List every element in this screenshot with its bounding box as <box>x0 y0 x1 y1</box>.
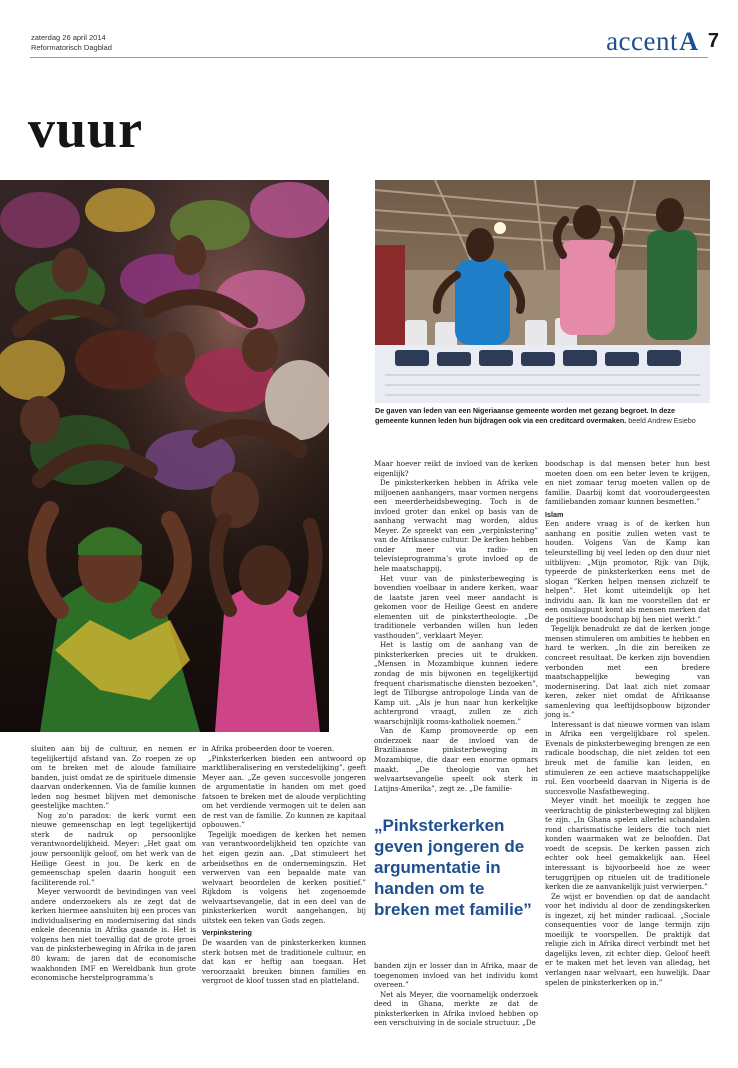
paragraph: Net als Meyer, die voornamelijk onderzoek deed in Ghana, merkte ze dat de pinksterkerken in Afrika invloed hebben op een verschuiving in de sociale structuur. „De <box>374 989 538 1028</box>
paragraph: De pinksterkerken hebben in Afrika vele miljoenen aanhangers, maar vormen nergens een meerderheidsbeweging. Toch is de invloed groter dan enkel op basis van de aanhang verwacht mag worden, aldus Meyer. Ze spreekt van een „verpinkstering” van de Afrikaanse cultuur. De kerken hebben onder meer via radio- en televisieprogramma’s grote invloed op de hele maatschappij. <box>374 478 538 574</box>
photo-credit: beeld Andrew Esiebo <box>628 416 696 425</box>
article-column-2 <box>202 744 366 986</box>
worship-photo-left <box>0 180 329 732</box>
paragraph: boodschap is dat mensen beter hun best moeten doen om een beter leven te krijgen, en niet zomaar terug moeten vallen op de familie. Daarbij komt dat vooroudergeesten familiebanden zomaar kunnen besmetten.” <box>545 459 710 507</box>
paragraph: Ze wijst er bovendien op dat de aandacht voor het individu al door de zendingskerken is ingezet, zij het minder radicaal. „Sociale consequenties voor de lange termijn zijn moeilijk te voorspellen. De praktijk dat religie zich in Afrika direct verbindt met het dagelijks leven, zit echter diep. Geloof heeft er te maken met het leven van alledag, het verlangen naar welvaart, een huwelijk. Daar spelen de pinksterkerken op in.” <box>545 891 710 987</box>
paragraph: sluiten aan bij de cultuur, en nemen er tegelijkertijd afstand van. Zo roepen ze op om te breken met de aloude familiaire banden, juist omdat ze de spirituele dimensie daarvan onderkennen. Via de familie kunnen leden nog besmet blijven met demonische geestelijke machten.” <box>31 744 196 811</box>
section-letter: A <box>679 27 698 56</box>
article-column-4 <box>545 459 710 987</box>
caption-text: De gaven van leden van een Nigeriaanse gemeente worden met gezang begroet. In deze gemeente kunnen leden hun bijdragen ook via een creditcard overmaken. <box>375 406 675 425</box>
newspaper-name: Reformatorisch Dagblad <box>31 43 112 52</box>
paragraph: Meyer verwoordt de bevindingen van veel andere onderzoekers als ze zegt dat de kerken hiermee aansluiten bij een proces van individualisering en modernisering dat sinds enkele decennia in Afrika gaande is. Het is volgens hen niet toevallig dat de grote groei van de pinksterbeweging in Afrika in de jaren 80 kwam: de jaren dat de economische waakhonden IMF en Wereldbank hun grote economische herstelprogramma’s <box>31 887 196 983</box>
worship-crowd-illustration <box>0 180 329 732</box>
subheading: Islam <box>545 509 564 519</box>
header-divider <box>30 57 708 58</box>
paragraph: „Pinksterkerken bieden een antwoord op marktliberalisering en verstedelijking”, geeft Meyer aan. „Ze geven succesvolle jongeren de argumentatie in handen om met goed fatsoen te breken met de aloude verplichting om het verdiende vermogen uit te delen aan de rest van de familie. Zo kunnen ze kapitaal opbouwen.” <box>202 753 366 830</box>
pull-quote: „Pinksterkerken geven jongeren de argumentatie in handen om te breken met familie” <box>374 816 532 919</box>
paragraph: Van de Kamp promoveerde op een onderzoek naar de invloed van de Braziliaanse pinksterbeweging in Mozambique, die daar een enorme opmars maakt. „De theologie van het welvaartsevangelie speelt ook sterk in Latijns-Amerika”, zegt ze. „De familie- <box>374 726 538 793</box>
masthead-date-block <box>31 33 112 53</box>
paragraph: Een andere vraag is of de kerken hun aanhang en positie zullen weten vast te houden. Volgens Van de Kamp kan teleurstelling bij veel leden op den duur niet uitblijven: „Mijn promotor, Rijk van Dijk, typeerde de pinksterkerken eens met de slogan ”Kerken helpen mensen zichzelf te helpen”. Het komt uiteindelijk op het individu aan. Ik kan me voorstellen dat er een omslagpunt komt als mensen merken dat de positieve boodschap bij hen niet werkt.” <box>545 519 710 624</box>
section-name: accent <box>606 26 678 56</box>
subheading: Verpinkstering <box>202 928 252 938</box>
article-column-1 <box>31 744 196 983</box>
church-singing-illustration <box>375 180 710 403</box>
paragraph: Interessant is dat nieuwe vormen van islam in Afrika een vergelijkbare rol spelen. Evenals de pinksterbeweging brengen ze een radicale boodschap, die niet zelden tot een breuk met de familie kan leiden, en stimuleren ze een actieve maatschappelijke rol. Een voorbeeld daarvan in Nigeria is de succesvolle Nasfatbeweging. <box>545 719 710 796</box>
article-headline: vuur <box>28 99 144 159</box>
paragraph: Maar hoever reikt de invloed van de kerken eigenlijk? <box>374 459 538 478</box>
paragraph: Tegelijk benadrukt ze dat de kerken jonge mensen stimuleren om ambities te hebben en hard te werken. „In die zin bereiken ze concreet resultaat. De kerken zijn bovendien verbonden met een bredere maatschappelijke beweging van modernisering. Dat laat zich niet zomaar keren, zeker niet omdat de Afrikaanse samenleving qua leeftijdsopbouw bijzonder jong is.” <box>545 624 710 720</box>
worship-photo-right <box>375 180 710 403</box>
paragraph: Het vuur van de pinksterbeweging is bovendien voelbaar in andere kerken, waar de laatste jaren veel meer aandacht is gekomen voor de Heilige Geest en andere elementen uit de pinkstertheologie. „De traditionele verbanden willen hun leden vasthouden”, verklaart Meyer. <box>374 573 538 640</box>
article-column-3 <box>374 459 538 793</box>
paragraph: in Afrika probeerden door te voeren. <box>202 744 335 753</box>
page-number: 7 <box>707 30 719 52</box>
paragraph: banden zijn er losser dan in Afrika, maar de toegenomen invloed van het individu komt overeen.” <box>374 961 538 990</box>
paragraph: Nog zo’n paradox: de kerk vormt een nieuwe gemeenschap en legt tegelijkertijd sterk de nadruk op persoonlijke verantwoordelijkheid. Meyer: „Het gaat om jouw persoonlijk geloof, om het werk van de Heilige Geest in jou. De kerk en de gemeenschap spelen daarin hooguit een faciliterende rol.” <box>31 810 196 887</box>
issue-date: zaterdag 26 april 2014 <box>31 33 106 42</box>
article-column-3-bottom <box>374 961 538 1028</box>
paragraph: Meyer vindt het moeilijk te zeggen hoe veerkrachtig de pinksterbeweging zal blijken te zijn. „In Ghana spelen allerlei schandalen rond charismatische leiders die toch niet konden waarmaken wat ze beloofden. Dat voedt de scepsis. De kerken passen zich echter ook heel gemakkelijk aan. Heel interessant is bijvoorbeeld hoe ze weer teruggrijpen op rituelen uit de traditionele kerken die ze aanvankelijk juist verwierpen.” <box>545 796 710 892</box>
paragraph: Het is lastig om de aanhang van de pinksterkerken precies uit te drukken. „Mensen in Mozambique kunnen iedere zondag de mis bijwonen en tegelijkertijd frequent charismatische diensten bezoeken”, legt de Tilburgse antropologe Linda van de Kamp uit. „Als je hun naar hun kerkelijke achtergrond vraagt, zullen ze zich waarschijnlijk rooms-katholiek noemen.” <box>374 640 538 726</box>
photo-caption <box>375 406 710 426</box>
paragraph: Tegelijk moedigen de kerken het nemen van verantwoordelijkheid ten opzichte van het eigen gezin aan. „Dat stimuleert het arbeidsethos en de ondernemingszin. Het verwerven van een bepaalde mate van welvaart beoordelen de kerken positief.” Rijkdom is volgens het zogenoemde welvaartsevangelie, dat in een deel van de pinksterkerken wordt aangehangen, bij uitstek een teken van Gods zegen. <box>202 829 366 925</box>
paragraph: De waarden van de pinksterkerken kunnen sterk botsen met de traditionele cultuur, en dat kan er heftig aan toegaan. Het veroorzaakt breuken binnen families en vergroot de kloof tussen stad en platteland. <box>202 937 366 986</box>
